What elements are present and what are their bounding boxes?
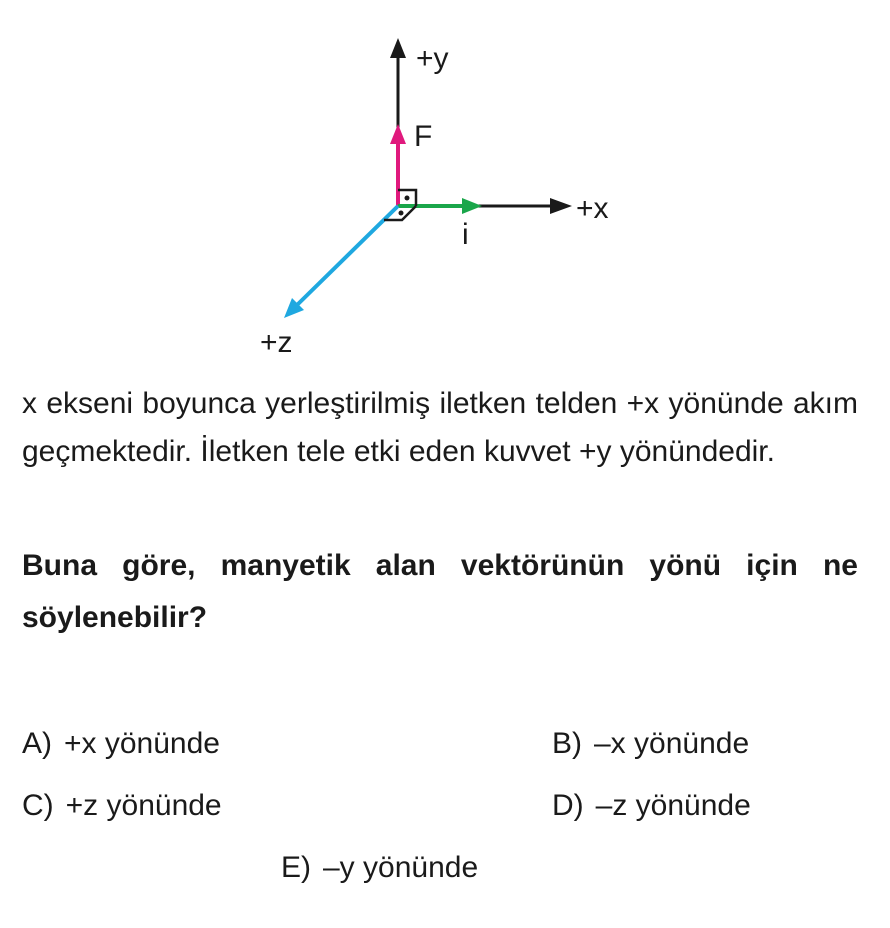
problem-statement: x ekseni boyunca yerleştirilmiş iletken telden +x yönünde akım geçmektedir. İletken tele etki eden kuvvet +y yönündedir. bbox=[22, 387, 858, 468]
x-axis-arrowhead bbox=[550, 198, 572, 214]
option-b[interactable] bbox=[552, 726, 749, 762]
option-letter: B) bbox=[552, 727, 582, 760]
option-letter: C) bbox=[22, 789, 54, 822]
option-a[interactable] bbox=[22, 726, 220, 762]
option-e[interactable] bbox=[281, 850, 478, 886]
option-text: +x yönünde bbox=[64, 727, 220, 760]
current-arrowhead bbox=[462, 198, 482, 214]
right-angle-dot-xz bbox=[399, 211, 404, 216]
option-d[interactable] bbox=[552, 788, 751, 824]
option-letter: E) bbox=[281, 851, 311, 884]
force-label: F bbox=[414, 120, 433, 153]
y-axis-arrowhead bbox=[390, 38, 406, 58]
option-text: –z yönünde bbox=[595, 789, 751, 822]
y-axis-label: +y bbox=[416, 42, 449, 75]
question-text: Buna göre, manyetik alan vektörünün yönü için ne söylenebilir? bbox=[22, 549, 858, 634]
option-letter: D) bbox=[552, 789, 584, 822]
option-text: +z yönünde bbox=[65, 789, 222, 822]
coordinate-diagram bbox=[0, 0, 890, 370]
right-angle-dot-xy bbox=[405, 196, 410, 201]
current-label: i bbox=[462, 218, 469, 251]
z-axis bbox=[296, 206, 398, 306]
force-arrowhead bbox=[390, 124, 406, 144]
z-axis-label: +z bbox=[260, 326, 293, 359]
option-text: –x yönünde bbox=[594, 727, 750, 760]
option-c[interactable] bbox=[22, 788, 222, 824]
x-axis-label: +x bbox=[576, 192, 609, 225]
option-text: –y yönünde bbox=[323, 851, 479, 884]
option-letter: A) bbox=[22, 727, 52, 760]
